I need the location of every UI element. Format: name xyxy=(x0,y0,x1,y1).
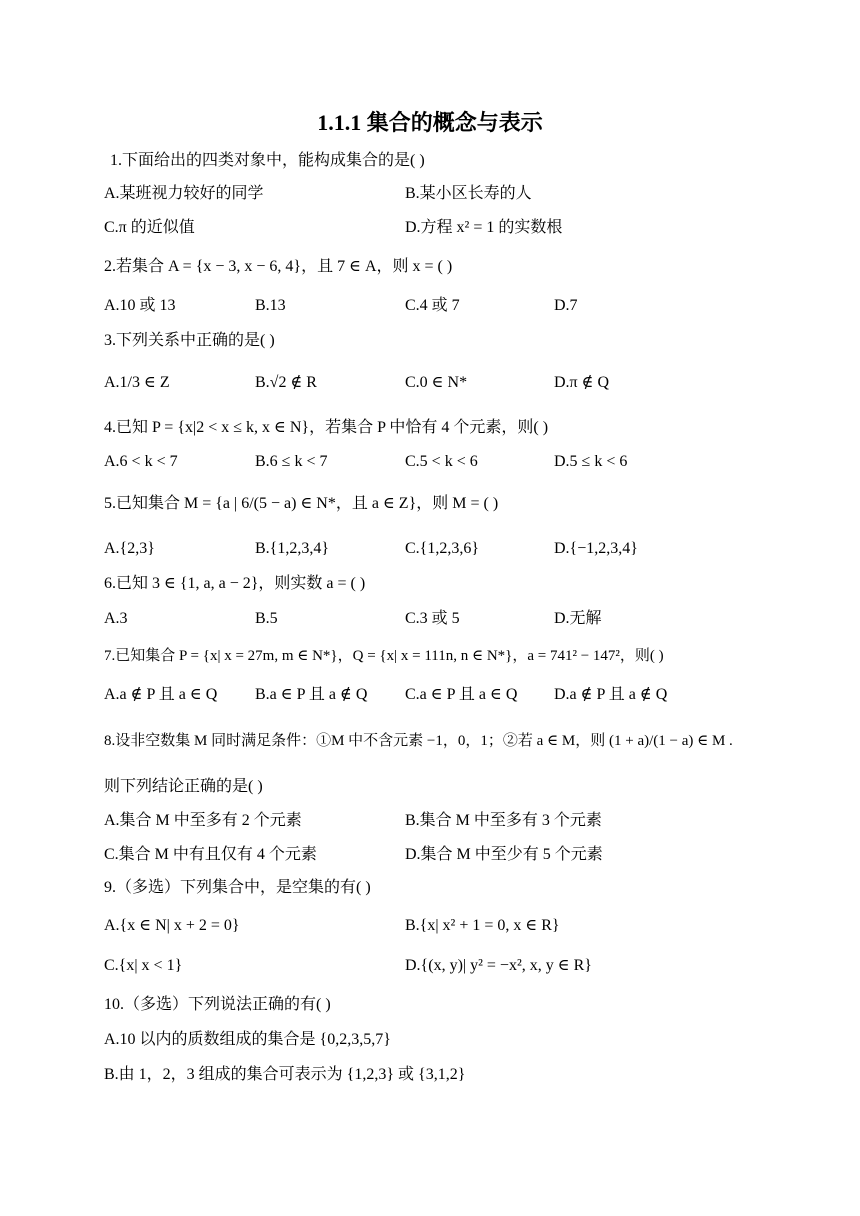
question-1-option-c: C.π 的近似值 xyxy=(104,219,195,236)
question-5-option-b: B.{1,2,3,4} xyxy=(255,540,330,557)
question-3-option-c: C.0 ∈ N* xyxy=(405,374,468,391)
question-10-option-b: B.由 1，2，3 组成的集合可表示为 {1,2,3} 或 {3,1,2} xyxy=(104,1066,466,1083)
question-2-option-c: C.4 或 7 xyxy=(405,297,460,314)
question-3-option-d: D.π ∉ Q xyxy=(554,374,610,391)
question-6-option-c: C.3 或 5 xyxy=(405,610,460,627)
question-5-option-d: D.{−1,2,3,4} xyxy=(554,540,638,557)
question-8-stem: 8.设非空数集 M 同时满足条件：①M 中不含元素 −1，0，1；②若 a ∈ M，则 (1 + a)/(1 − a) ∈ M . xyxy=(104,733,733,749)
question-9-option-b: B.{x| x² + 1 = 0, x ∈ R} xyxy=(405,917,560,934)
question-6-stem: 6.已知 3 ∈ {1, a, a − 2}，则实数 a = ( ) xyxy=(104,575,366,592)
question-6-option-a: A.3 xyxy=(104,610,128,627)
question-4-option-c: C.5 < k < 6 xyxy=(405,453,478,470)
question-3-stem: 3.下列关系中正确的是( ) xyxy=(104,332,275,349)
question-8-stem-continued: 则下列结论正确的是( ) xyxy=(104,778,263,795)
question-9-stem: 9.（多选）下列集合中，是空集的有( ) xyxy=(104,879,371,896)
question-7-option-c: C.a ∈ P 且 a ∈ Q xyxy=(405,686,518,703)
question-4-stem: 4.已知 P = {x|2 < x ≤ k, x ∈ N}，若集合 P 中恰有 4 个元素，则( ) xyxy=(104,419,549,436)
question-2-option-d: D.7 xyxy=(554,297,578,314)
question-2-option-a: A.10 或 13 xyxy=(104,297,176,314)
page-title: 1.1.1 集合的概念与表示 xyxy=(317,110,543,135)
question-7-option-a: A.a ∉ P 且 a ∈ Q xyxy=(104,686,218,703)
question-2-option-b: B.13 xyxy=(255,297,286,314)
question-4-option-b: B.6 ≤ k < 7 xyxy=(255,453,328,470)
question-7-option-b: B.a ∈ P 且 a ∉ Q xyxy=(255,686,368,703)
question-9-option-c: C.{x| x < 1} xyxy=(104,957,183,974)
question-8-option-c: C.集合 M 中有且仅有 4 个元素 xyxy=(104,846,317,863)
question-2-stem: 2.若集合 A = {x − 3, x − 6, 4}，且 7 ∈ A，则 x = ( ) xyxy=(104,258,453,275)
question-8-option-d: D.集合 M 中至少有 5 个元素 xyxy=(405,846,603,863)
question-10-stem: 10.（多选）下列说法正确的有( ) xyxy=(104,996,331,1013)
question-1-stem: 1.下面给出的四类对象中，能构成集合的是( ) xyxy=(110,152,425,169)
question-8-option-b: B.集合 M 中至多有 3 个元素 xyxy=(405,812,602,829)
question-9-option-d: D.{(x, y)| y² = −x², x, y ∈ R} xyxy=(405,957,592,974)
question-3-option-a: A.1/3 ∈ Z xyxy=(104,374,170,391)
question-3-option-b: B.√2 ∉ R xyxy=(255,374,317,391)
question-7-option-d: D.a ∉ P 且 a ∉ Q xyxy=(554,686,668,703)
question-5-stem: 5.已知集合 M = {a | 6/(5 − a) ∈ N*，且 a ∈ Z}，则 M = ( ) xyxy=(104,495,499,512)
question-1-option-d: D.方程 x² = 1 的实数根 xyxy=(405,219,563,236)
question-4-option-d: D.5 ≤ k < 6 xyxy=(554,453,628,470)
question-9-option-a: A.{x ∈ N| x + 2 = 0} xyxy=(104,917,240,934)
question-8-option-a: A.集合 M 中至多有 2 个元素 xyxy=(104,812,302,829)
question-7-stem: 7.已知集合 P = {x| x = 27m, m ∈ N*}，Q = {x| x = 111n, n ∈ N*}，a = 741² − 147²，则( ) xyxy=(104,648,664,664)
question-10-option-a: A.10 以内的质数组成的集合是 {0,2,3,5,7} xyxy=(104,1031,391,1048)
question-1-option-b: B.某小区长寿的人 xyxy=(405,185,532,202)
question-1-option-a: A.某班视力较好的同学 xyxy=(104,185,264,202)
question-4-option-a: A.6 < k < 7 xyxy=(104,453,178,470)
question-6-option-b: B.5 xyxy=(255,610,278,627)
question-6-option-d: D.无解 xyxy=(554,610,602,627)
question-5-option-c: C.{1,2,3,6} xyxy=(405,540,480,557)
question-5-option-a: A.{2,3} xyxy=(104,540,155,557)
